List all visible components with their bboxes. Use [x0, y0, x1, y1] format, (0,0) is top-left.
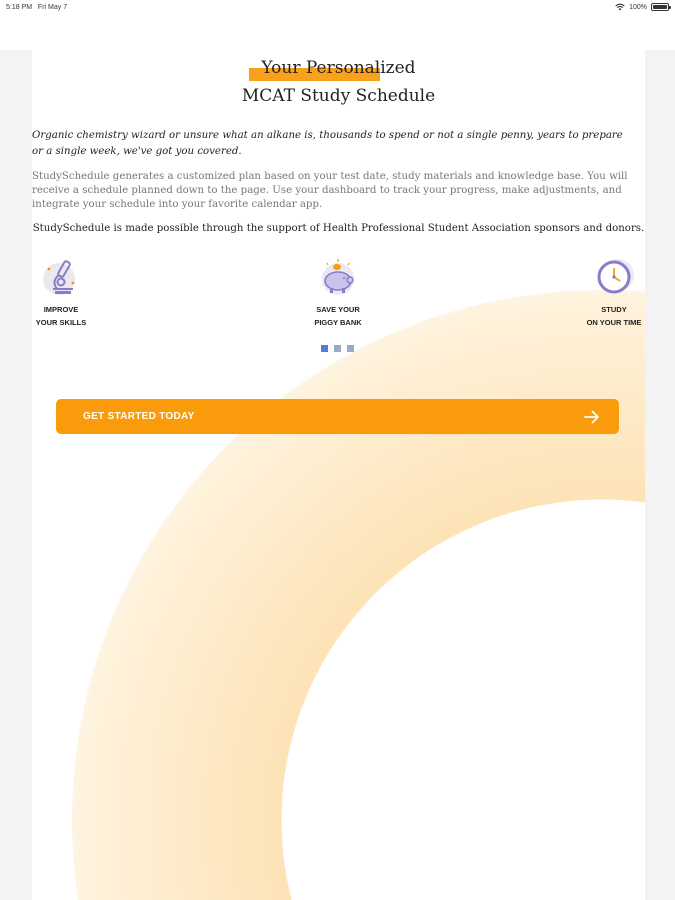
carousel-dot-2[interactable] [334, 345, 341, 352]
feature-improve-line1: IMPROVE [43, 305, 79, 314]
title-line-2: MCAT Study Schedule [241, 86, 436, 106]
get-started-button[interactable] [56, 399, 619, 434]
intro-text: Organic chemistry wizard or unsure what an alkane is, thousands to spend or not a single penny, years to prepare or a single week, we've got you covered. [32, 130, 623, 157]
wifi-icon [615, 3, 625, 11]
status-time: 5:18 PM [6, 4, 33, 11]
battery-icon [651, 3, 669, 11]
feature-improve-line2: YOUR SKILLS [35, 318, 87, 327]
carousel-dot-1[interactable] [321, 345, 328, 352]
status-right [615, 3, 669, 11]
page-background [0, 50, 675, 900]
status-date: Fri May 7 [37, 4, 68, 11]
status-left [6, 4, 67, 11]
carousel-dots [321, 345, 354, 352]
feature-save-piggy-bank [293, 255, 383, 329]
title-line-1: Your Personalized [261, 58, 416, 78]
clock-icon [592, 255, 636, 299]
feature-study-line1: STUDY [601, 305, 627, 314]
page-title [32, 54, 645, 110]
microscope-icon [39, 255, 83, 299]
description-text: StudySchedule generates a customized plan based on your test date, study materials and knowledge base. You will receive a schedule planned down to the page. Use your dashboard to track your progress, make adjustments, and integrate your schedule into your favorite calendar app. [32, 171, 628, 210]
arrow-right-icon [583, 408, 601, 426]
feature-study-line2: ON YOUR TIME [586, 318, 642, 327]
feature-piggy-line1: SAVE YOUR [316, 305, 360, 314]
decorative-arc [72, 290, 645, 900]
feature-study-your-time [569, 255, 645, 329]
carousel-dot-3[interactable] [347, 345, 354, 352]
feature-improve-skills [32, 255, 106, 329]
support-text: StudySchedule is made possible through the support of Health Professional Student Association sponsors and donors. [32, 223, 645, 234]
piggy-bank-icon [316, 255, 360, 299]
feature-piggy-line2: PIGGY BANK [314, 318, 362, 327]
get-started-label: GET STARTED TODAY [83, 411, 195, 422]
content-card [32, 50, 645, 900]
status-bar [0, 0, 675, 16]
battery-percent: 100% [629, 3, 647, 11]
